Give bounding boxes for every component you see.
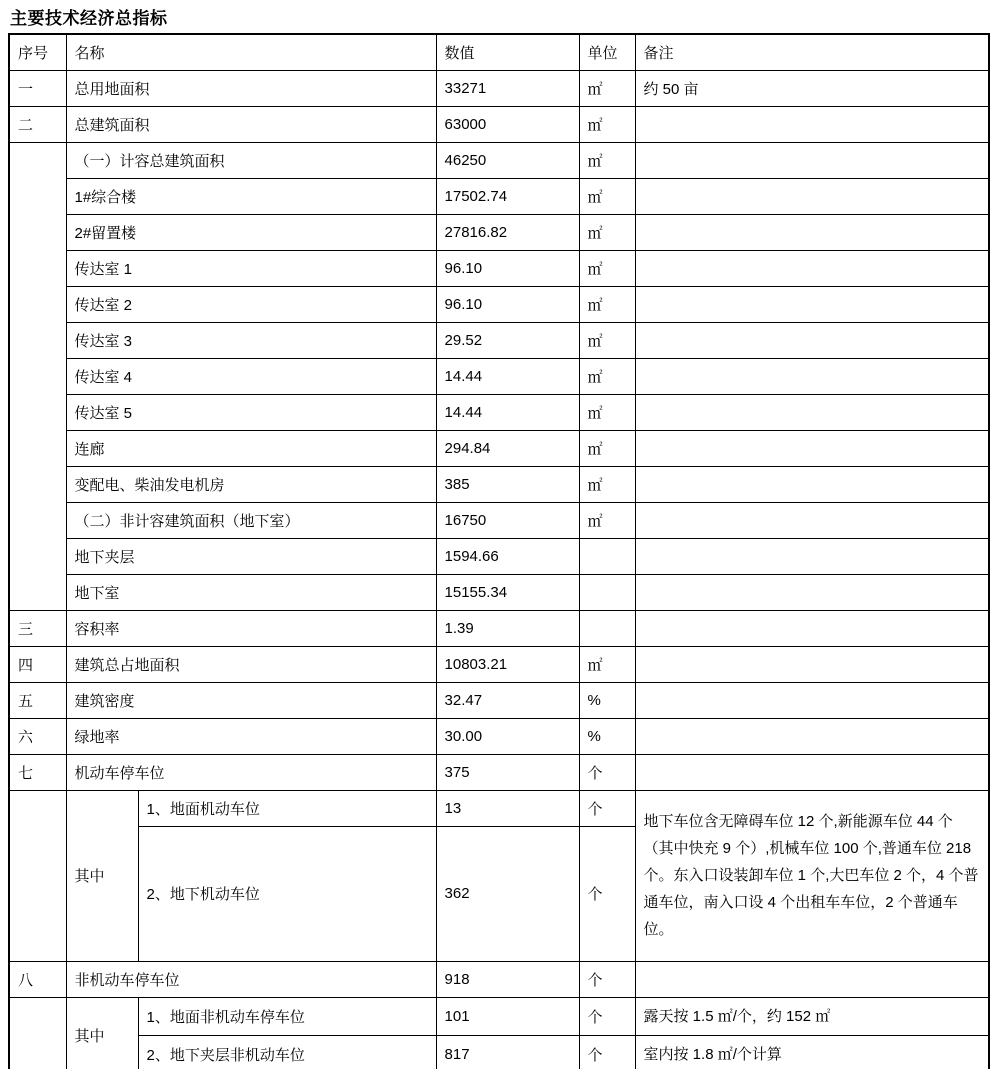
table-row (9, 142, 989, 178)
cell-remark (635, 538, 989, 574)
cell-value: 294.84 (436, 430, 579, 466)
cell-name: 传达室 3 (66, 322, 436, 358)
cell-name: 地下室 (66, 574, 436, 610)
cell-remark (635, 250, 989, 286)
cell-value: 96.10 (436, 286, 579, 322)
cell-value: 29.52 (436, 322, 579, 358)
cell-unit: 个 (579, 997, 635, 1035)
cell-no: 八 (9, 961, 66, 997)
cell-value: 32.47 (436, 682, 579, 718)
cell-remark (635, 961, 989, 997)
table-row (9, 250, 989, 286)
table-row (9, 106, 989, 142)
cell-no: 七 (9, 754, 66, 790)
cell-no-merged (9, 142, 66, 610)
table-row (9, 214, 989, 250)
table-row (9, 790, 989, 826)
cell-name: 1#综合楼 (66, 178, 436, 214)
cell-unit: ㎡ (579, 430, 635, 466)
cell-name: 建筑总占地面积 (66, 646, 436, 682)
cell-value: 63000 (436, 106, 579, 142)
cell-name: 容积率 (66, 610, 436, 646)
cell-value: 817 (436, 1035, 579, 1069)
cell-unit: 个 (579, 961, 635, 997)
table-row (9, 466, 989, 502)
cell-name: 1、地面非机动车停车位 (138, 997, 436, 1035)
cell-no: 四 (9, 646, 66, 682)
cell-unit: ㎡ (579, 358, 635, 394)
cell-name: 传达室 4 (66, 358, 436, 394)
table-row (9, 394, 989, 430)
cell-value: 101 (436, 997, 579, 1035)
table-row (9, 997, 989, 1035)
cell-name: 地下夹层 (66, 538, 436, 574)
cell-name: 总建筑面积 (66, 106, 436, 142)
cell-value: 33271 (436, 70, 579, 106)
cell-unit: ㎡ (579, 178, 635, 214)
header-value: 数值 (436, 34, 579, 70)
table-row (9, 718, 989, 754)
table-row (9, 358, 989, 394)
cell-value: 375 (436, 754, 579, 790)
cell-value: 17502.74 (436, 178, 579, 214)
table-row (9, 502, 989, 538)
cell-remark (635, 286, 989, 322)
cell-group: 其中 (66, 790, 138, 961)
table-row (9, 430, 989, 466)
page-title: 主要技术经济总指标 (10, 9, 168, 28)
cell-remark (635, 322, 989, 358)
cell-no: 三 (9, 610, 66, 646)
table-row (9, 322, 989, 358)
header-no: 序号 (9, 34, 66, 70)
header-remark: 备注 (635, 34, 989, 70)
cell-remark (635, 754, 989, 790)
cell-remark: 室内按 1.8 ㎡/个计算 (635, 1035, 989, 1069)
table-header-row (9, 34, 989, 70)
cell-value: 30.00 (436, 718, 579, 754)
table-row (9, 70, 989, 106)
cell-value: 10803.21 (436, 646, 579, 682)
cell-value: 918 (436, 961, 579, 997)
header-name: 名称 (66, 34, 436, 70)
cell-remark (635, 178, 989, 214)
cell-value: 46250 (436, 142, 579, 178)
cell-value: 13 (436, 790, 579, 826)
cell-unit (579, 610, 635, 646)
cell-name: 传达室 1 (66, 250, 436, 286)
cell-name: 非机动车停车位 (66, 961, 436, 997)
cell-remark (635, 718, 989, 754)
cell-unit: ㎡ (579, 214, 635, 250)
table-row (9, 538, 989, 574)
cell-unit: ㎡ (579, 394, 635, 430)
table-row (9, 610, 989, 646)
cell-name: （一）计容总建筑面积 (66, 142, 436, 178)
cell-value: 362 (436, 826, 579, 961)
cell-name: 绿地率 (66, 718, 436, 754)
cell-no: 五 (9, 682, 66, 718)
cell-remark (635, 466, 989, 502)
cell-unit: ㎡ (579, 646, 635, 682)
cell-name: 1、地面机动车位 (138, 790, 436, 826)
cell-value: 1594.66 (436, 538, 579, 574)
cell-no: 一 (9, 70, 66, 106)
cell-remark: 露天按 1.5 ㎡/个，约 152 ㎡ (635, 997, 989, 1035)
cell-remark (635, 142, 989, 178)
cell-unit: 个 (579, 826, 635, 961)
cell-unit: ㎡ (579, 502, 635, 538)
table-row (9, 682, 989, 718)
cell-name: 总用地面积 (66, 70, 436, 106)
table-row (9, 646, 989, 682)
cell-unit: % (579, 682, 635, 718)
cell-value: 14.44 (436, 394, 579, 430)
cell-name: 建筑密度 (66, 682, 436, 718)
cell-remark (635, 502, 989, 538)
cell-no-merged (9, 997, 66, 1069)
table-row (9, 574, 989, 610)
cell-name: 传达室 5 (66, 394, 436, 430)
table-row (9, 754, 989, 790)
table-row (9, 178, 989, 214)
cell-value: 15155.34 (436, 574, 579, 610)
cell-remark (635, 646, 989, 682)
cell-unit: 个 (579, 790, 635, 826)
cell-no: 二 (9, 106, 66, 142)
cell-remark (635, 106, 989, 142)
cell-remark (635, 682, 989, 718)
cell-no: 六 (9, 718, 66, 754)
cell-remark (635, 610, 989, 646)
cell-remark (635, 574, 989, 610)
cell-name: （二）非计容建筑面积（地下室） (66, 502, 436, 538)
cell-unit: 个 (579, 1035, 635, 1069)
cell-value: 27816.82 (436, 214, 579, 250)
cell-unit: ㎡ (579, 70, 635, 106)
cell-value: 1.39 (436, 610, 579, 646)
cell-unit: ㎡ (579, 250, 635, 286)
cell-remark (635, 430, 989, 466)
cell-value: 96.10 (436, 250, 579, 286)
indicators-table (8, 33, 990, 1069)
cell-unit: ㎡ (579, 142, 635, 178)
cell-unit: ㎡ (579, 322, 635, 358)
cell-remark (635, 394, 989, 430)
cell-value: 385 (436, 466, 579, 502)
cell-unit: 个 (579, 754, 635, 790)
table-row (9, 1035, 989, 1069)
cell-name: 变配电、柴油发电机房 (66, 466, 436, 502)
cell-name: 2#留置楼 (66, 214, 436, 250)
cell-name: 连廊 (66, 430, 436, 466)
table-row (9, 961, 989, 997)
cell-unit: % (579, 718, 635, 754)
cell-unit (579, 574, 635, 610)
cell-name: 机动车停车位 (66, 754, 436, 790)
cell-unit (579, 538, 635, 574)
cell-value: 14.44 (436, 358, 579, 394)
cell-no-merged (9, 790, 66, 961)
cell-remark (635, 214, 989, 250)
cell-name: 2、地下夹层非机动车位 (138, 1035, 436, 1069)
cell-name: 传达室 2 (66, 286, 436, 322)
cell-value: 16750 (436, 502, 579, 538)
table-row (9, 286, 989, 322)
cell-remark: 约 50 亩 (635, 70, 989, 106)
cell-group: 其中 (66, 997, 138, 1069)
cell-unit: ㎡ (579, 106, 635, 142)
cell-remark (635, 358, 989, 394)
cell-unit: ㎡ (579, 466, 635, 502)
cell-name: 2、地下机动车位 (138, 826, 436, 961)
cell-unit: ㎡ (579, 286, 635, 322)
cell-remark-merged: 地下车位含无障碍车位 12 个,新能源车位 44 个（其中快充 9 个）,机械车位 100 个,普通车位 218 个。东入口设装卸车位 1 个,大巴车位 2 个，4 个普通车位，南入口设 4 个出租车车位，2 个普通车位。 (635, 790, 989, 961)
header-unit: 单位 (579, 34, 635, 70)
